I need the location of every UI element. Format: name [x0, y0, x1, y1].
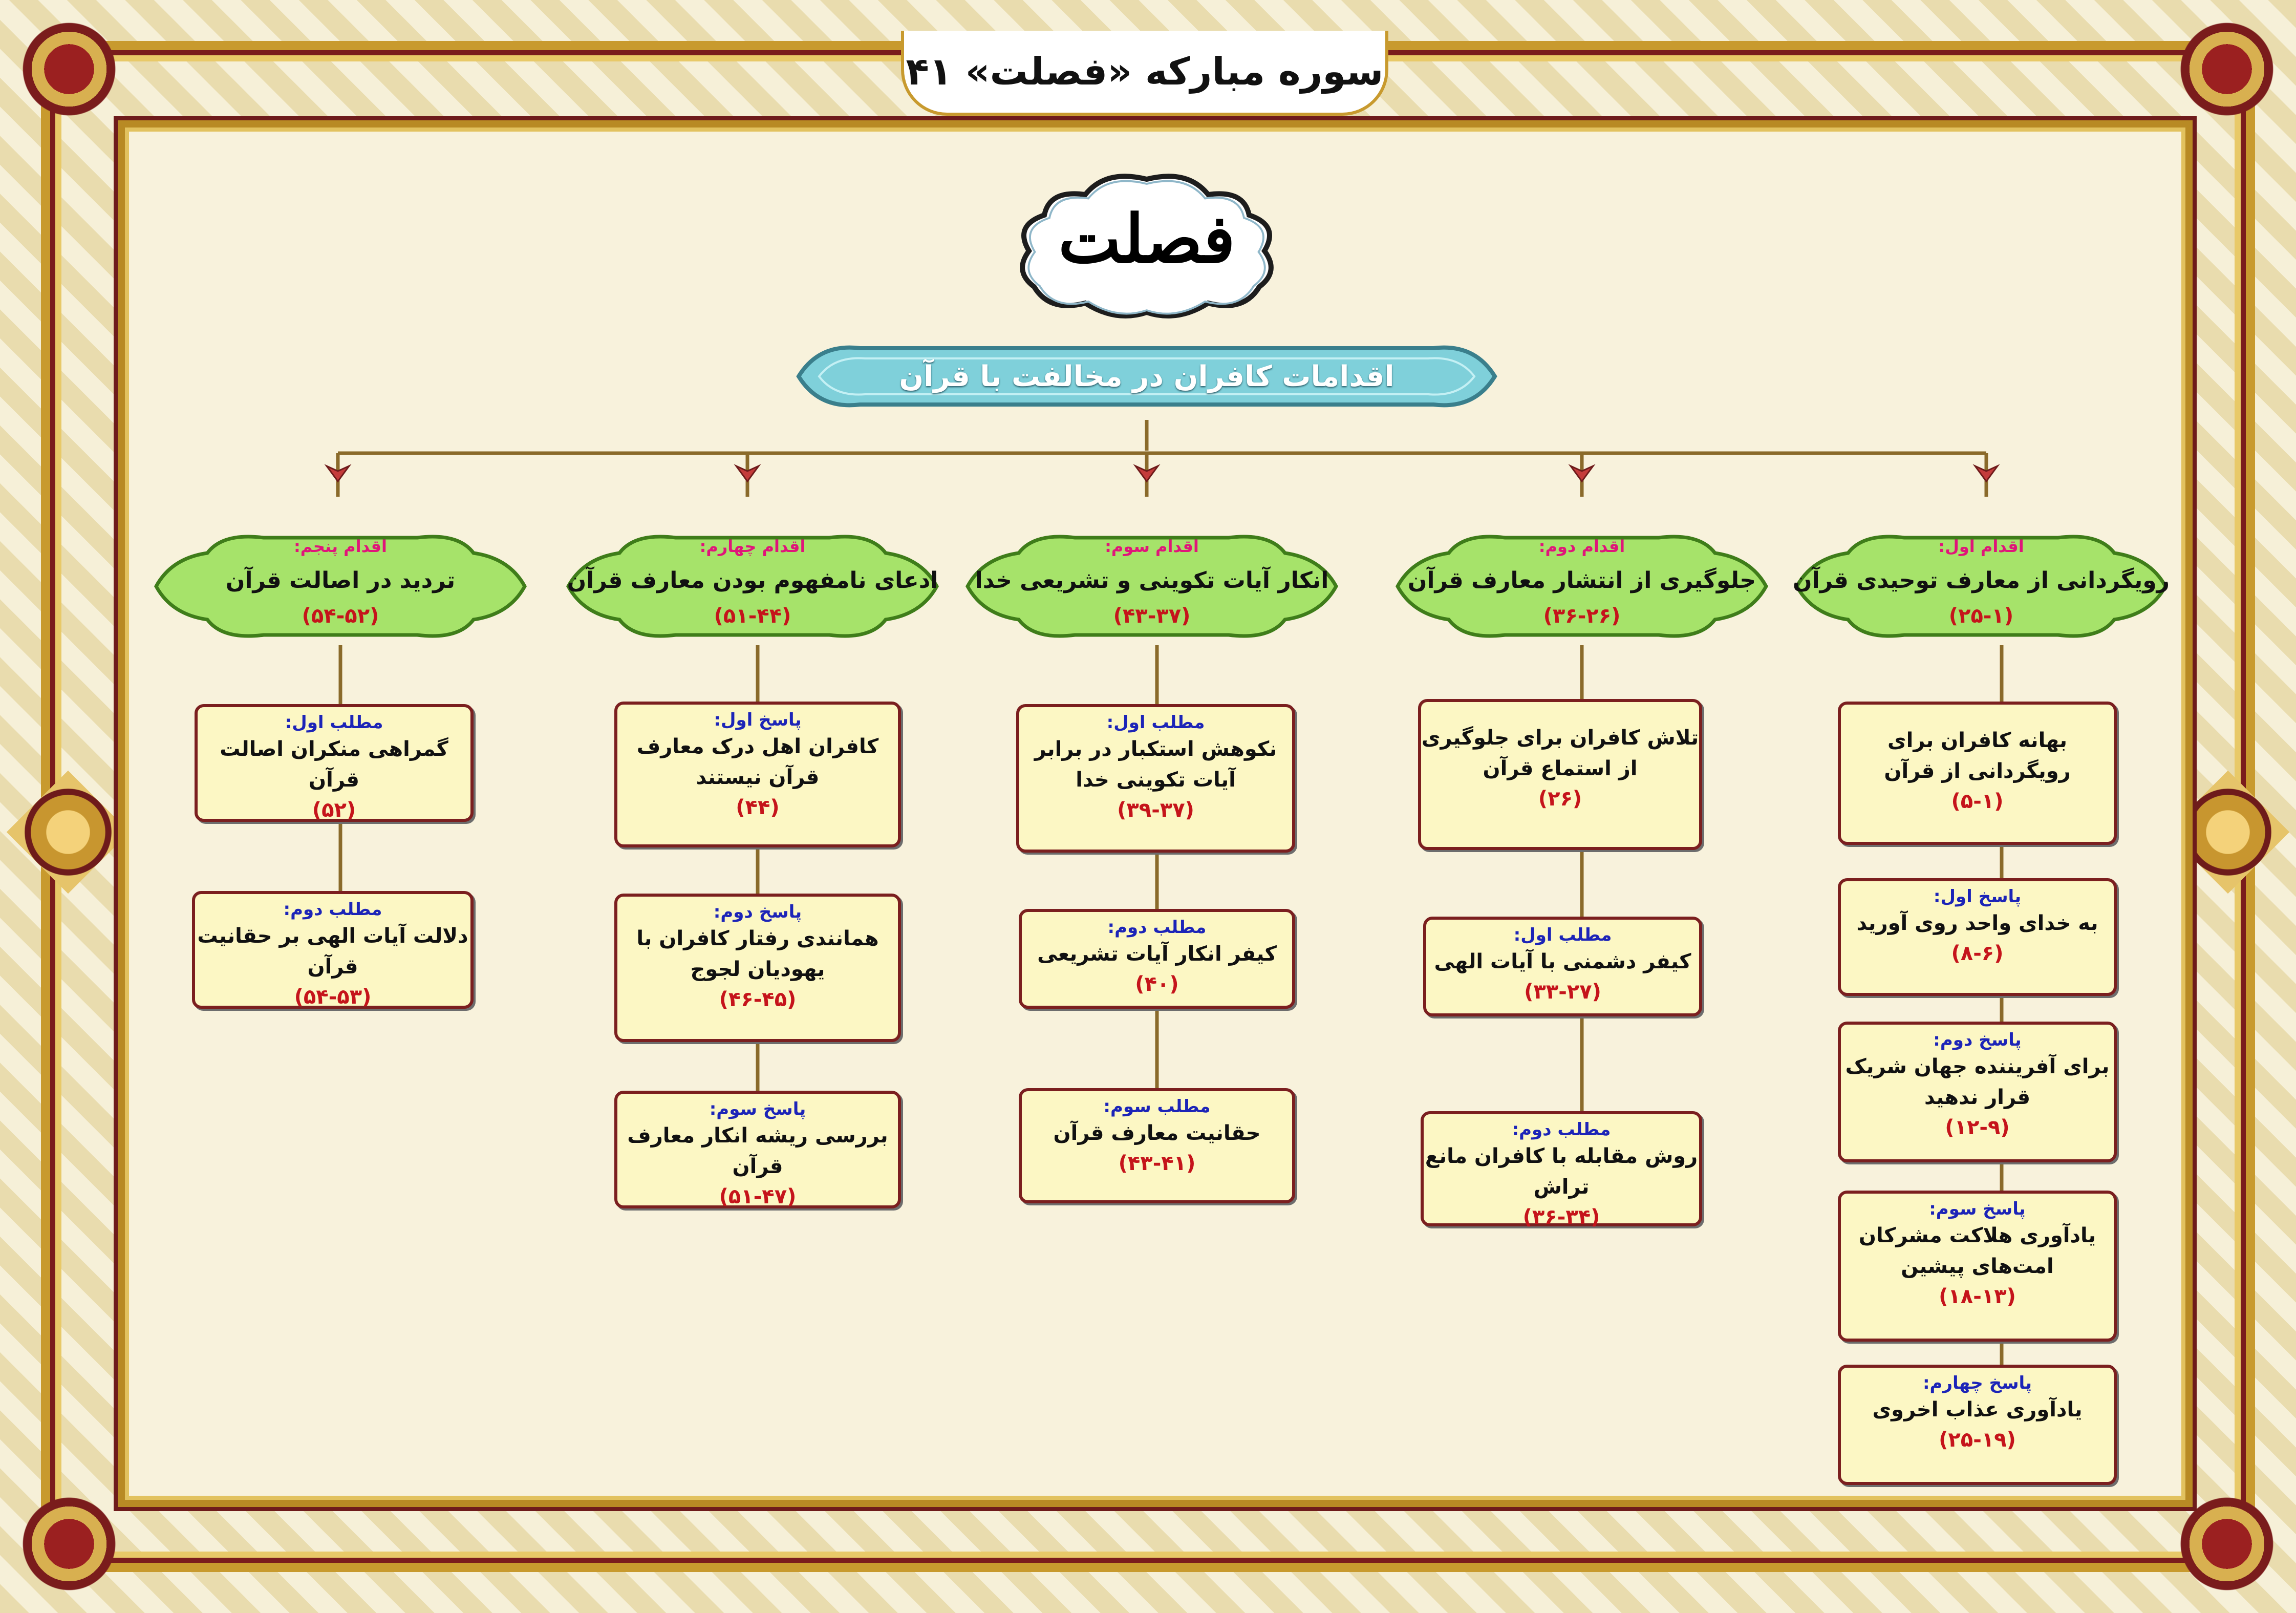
step-1-box-5: [1838, 1365, 2117, 1485]
box-text: یادآوری عذاب اخروی: [1872, 1398, 2083, 1421]
step-title: ادعای نامفهوم بودن معارف قرآن: [567, 567, 938, 593]
box-verse-range: (۴۴): [736, 796, 780, 819]
box-verse-range: (۳۹-۳۷): [1117, 798, 1194, 822]
box-label: مطلب سوم:: [1103, 1096, 1211, 1117]
step-verse-range: (۳۶-۲۶): [1543, 604, 1621, 628]
step-2-box-2: [1423, 917, 1702, 1016]
step-1-box-4: [1838, 1191, 2117, 1342]
step-5-box-2: [192, 891, 474, 1009]
box-text: به خدای واحد روی آورید: [1856, 911, 2098, 935]
box-label: پاسخ سوم:: [1929, 1199, 2026, 1219]
box-label: پاسخ اول:: [1933, 886, 2022, 907]
box-verse-range: (۳۶-۳۴): [1522, 1205, 1600, 1229]
step-title: جلوگیری از انتشار معارف قرآن: [1407, 567, 1756, 593]
box-verse-range: (۱۸-۱۳): [1939, 1285, 2016, 1308]
corner-ornament-top-right: [2168, 10, 2286, 128]
box-text: نکوهش استکبار در برابر آیات تکوینی خدا: [1034, 737, 1277, 792]
box-text: برای آفریننده جهان شریک قرار ندهید: [1845, 1055, 2110, 1109]
box-label: پاسخ چهارم:: [1922, 1373, 2032, 1393]
box-label: مطلب دوم:: [1512, 1119, 1611, 1140]
main-banner: [778, 333, 1515, 420]
box-text: روش مقابله با کافران مانع تراش: [1425, 1144, 1698, 1199]
step-1-box-1: [1838, 702, 2117, 845]
box-verse-range: (۲۶): [1538, 787, 1582, 811]
step-verse-range: (۵۴-۵۲): [302, 604, 379, 628]
calligraphy-crest: [1003, 169, 1290, 323]
step-2-box-3: [1421, 1111, 1702, 1229]
surah-title: سوره مبارکه «فصلت» ۴۱: [906, 50, 1384, 94]
step-4-box-3: [614, 1091, 901, 1208]
box-text: همانندی رفتار کافران با یهودیان لجوج: [636, 927, 879, 981]
step-verse-range: (۵۱-۴۴): [714, 604, 791, 628]
box-verse-range: (۲۵-۱۹): [1939, 1428, 2016, 1452]
box-label: پاسخ سوم:: [709, 1099, 806, 1119]
box-text: کیفر انکار آیات تشریعی: [1037, 942, 1277, 966]
step-kicker: اقدام دوم:: [1538, 537, 1625, 556]
step-kicker: اقدام سوم:: [1105, 537, 1199, 556]
step-kicker: اقدام اول:: [1938, 537, 2024, 556]
box-text: دلالت آیات الهی بر حقانیت قرآن: [197, 924, 468, 979]
step-3-box-1: [1016, 704, 1295, 853]
box-text: بهانه کافران برای رویگردانی از قرآن: [1884, 729, 2071, 783]
box-verse-range: (۵-۱): [1951, 790, 2004, 813]
step-title: انکار آیات تکوینی و تشریعی خدا: [975, 567, 1329, 593]
step-4-badge: [553, 517, 952, 645]
box-verse-range: (۱۲-۹): [1945, 1116, 2010, 1139]
step-1-box-3: [1838, 1022, 2117, 1162]
step-verse-range: (۴۳-۳۷): [1113, 604, 1191, 628]
box-text: بررسی ریشه انکار معارف قرآن: [627, 1124, 888, 1178]
box-verse-range: (۳۳-۲۷): [1524, 980, 1601, 1004]
box-verse-range: (۴۳-۴۱): [1118, 1152, 1196, 1175]
title-tab: [901, 31, 1388, 116]
step-4-box-2: [614, 894, 901, 1042]
step-5-badge: [141, 517, 540, 645]
box-text: گمراهی منکران اصالت قرآن: [220, 737, 448, 792]
box-label: پاسخ دوم:: [713, 902, 802, 922]
step-title: تردید در اصالت قرآن: [225, 567, 456, 593]
step-4-box-1: [614, 702, 901, 847]
step-3-box-2: [1019, 909, 1295, 1009]
box-verse-range: (۵۱-۴۷): [719, 1185, 797, 1208]
step-2-badge: [1382, 517, 1782, 645]
box-text: کیفر دشمنی با آیات الهی: [1434, 950, 1691, 973]
box-verse-range: (۸-۶): [1951, 942, 2004, 965]
box-verse-range: (۵۴-۵۳): [294, 985, 372, 1009]
box-label: مطلب دوم:: [283, 899, 382, 920]
box-verse-range: (۵۲): [312, 798, 356, 822]
box-text: یادآوری هلاکت مشرکان امت‌های پیشین: [1858, 1224, 2096, 1278]
box-text: تلاش کافران برای جلوگیری از استماع قرآن: [1421, 726, 1699, 780]
box-label: مطلب اول:: [1106, 712, 1205, 733]
box-text: کافران اهل درک معارف قرآن نیستند: [636, 735, 879, 789]
main-banner-label: اقدامات کافران در مخالفت با قرآن: [899, 359, 1394, 393]
step-title: رویگردانی از معارف توحیدی قرآن: [1793, 567, 2170, 593]
step-2-box-1: [1418, 699, 1702, 850]
box-label: مطلب اول:: [1513, 925, 1612, 945]
step-1-badge: [1782, 517, 2181, 645]
step-kicker: اقدام پنجم:: [294, 537, 387, 556]
box-text: حقانیت معارف قرآن: [1053, 1121, 1261, 1145]
box-label: پاسخ اول:: [714, 710, 802, 730]
step-1-box-2: [1838, 878, 2117, 996]
crest-calligraphy: فصلت: [1058, 200, 1235, 278]
corner-ornament-top-left: [10, 10, 128, 128]
box-label: مطلب دوم:: [1107, 917, 1207, 938]
box-label: مطلب اول:: [285, 712, 383, 733]
step-3-box-3: [1019, 1088, 1295, 1203]
box-label: پاسخ دوم:: [1933, 1030, 2022, 1050]
step-kicker: اقدام چهارم:: [699, 537, 806, 556]
box-verse-range: (۴۰): [1135, 972, 1179, 996]
step-3-badge: [952, 517, 1351, 645]
step-verse-range: (۲۵-۱): [1948, 604, 2014, 628]
box-verse-range: (۴۶-۴۵): [719, 988, 797, 1011]
step-5-box-1: [195, 704, 474, 822]
corner-ornament-bottom-left: [10, 1485, 128, 1603]
